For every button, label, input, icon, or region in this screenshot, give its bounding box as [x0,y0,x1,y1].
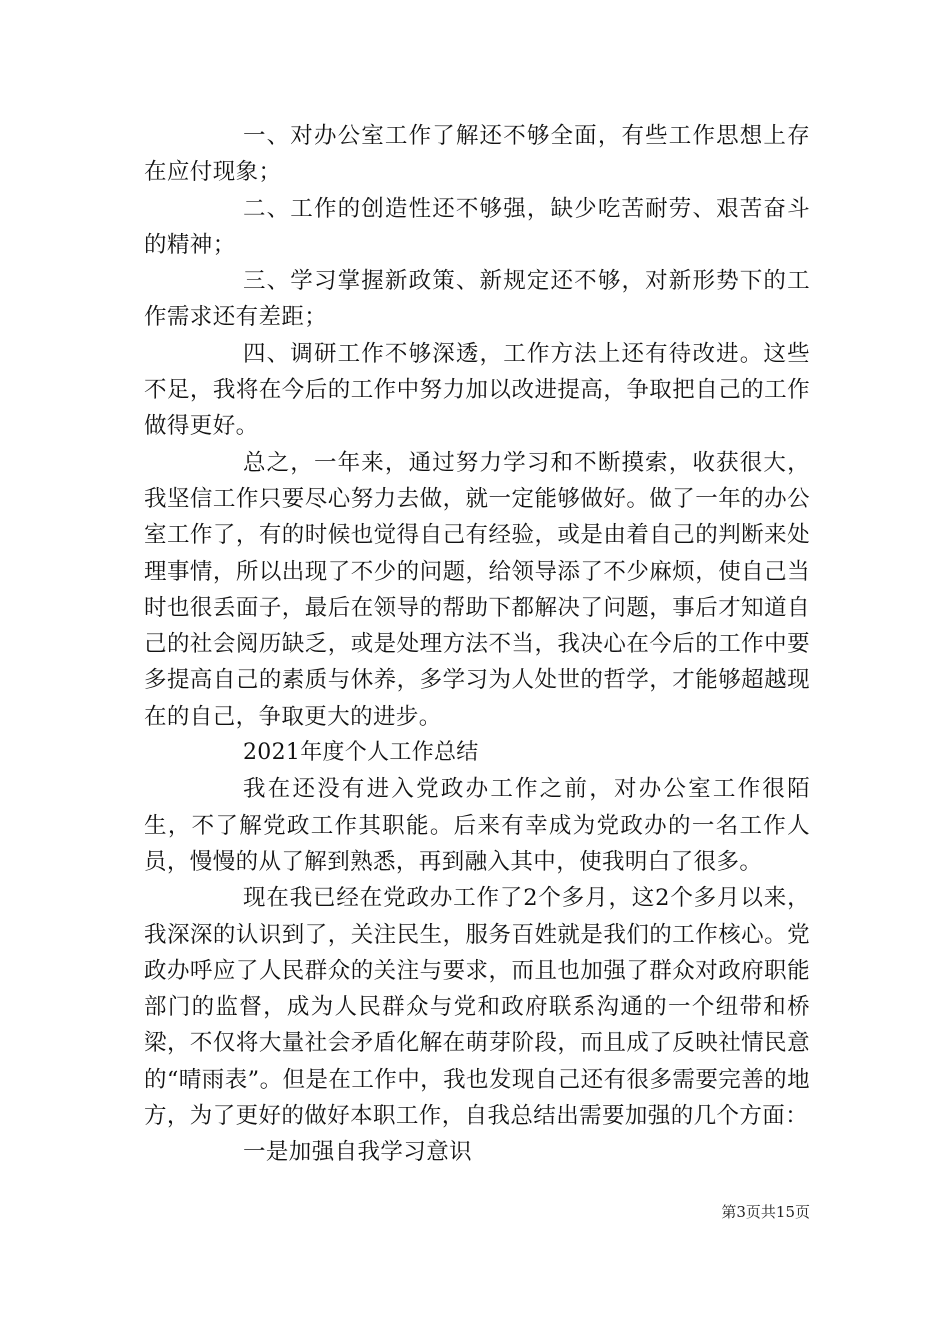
paragraph-point-four: 四、调研工作不够深透，工作方法上还有待改进。这些不足，我将在今后的工作中努力加以改进提高，争取把自己的工作做得更好。 [144,340,810,440]
paragraph-point-learning: 一是加强自我学习意识 [243,1139,473,1166]
paragraph-current-work: 现在我已经在党政办工作了2个多月，这2个多月以来，我深深的认识到了，关注民生，服务百姓就是我们的工作核心。党政办呼应了人民群众的关注与要求，而且也加强了群众对政府职能部门的监督，成为人民群众与党和政府联系沟通的一个纽带和桥梁，不仅将大量社会矛盾化解在萌芽阶段，而且成了反映社情民意的“晴雨表”。但是在工作中，我也发现自己还有很多需要完善的地方，为了更好的做好本职工作，自我总结出需要加强的几个方面： [144,885,810,1130]
page-body [144,118,810,1171]
section-heading: 2021年度个人工作总结 [243,740,479,766]
paragraph-point-one: 一、对办公室工作了解还不够全面，有些工作思想上存在应付现象； [144,123,810,186]
paragraph-point-three: 三、学习掌握新政策、新规定还不够，对新形势下的工作需求还有差距； [144,268,810,331]
page-number: 第3页共15页 [721,1203,810,1221]
paragraph-point-two: 二、工作的创造性还不够强，缺少吃苦耐劳、艰苦奋斗的精神； [144,195,810,258]
paragraph-conclusion: 总之，一年来，通过努力学习和不断摸索，收获很大，我坚信工作只要尽心努力去做，就一定能够做好。做了一年的办公室工作了，有的时候也觉得自己有经验，或是由着自己的判断来处理事情，所以出现了不少的问题，给领导添了不少麻烦，使自己当时也很丢面子，最后在领导的帮助下都解决了问题，事后才知道自己的社会阅历缺乏，或是处理方法不当，我决心在今后的工作中要多提高自己的素质与休养，多学习为人处世的哲学，才能够超越现在的自己，争取更大的进步。 [144,449,810,730]
paragraph-introduction: 我在还没有进入党政办工作之前，对办公室工作很陌生，不了解党政工作其职能。后来有幸成为党政办的一名工作人员，慢慢的从了解到熟悉，再到融入其中，使我明白了很多。 [144,776,810,875]
